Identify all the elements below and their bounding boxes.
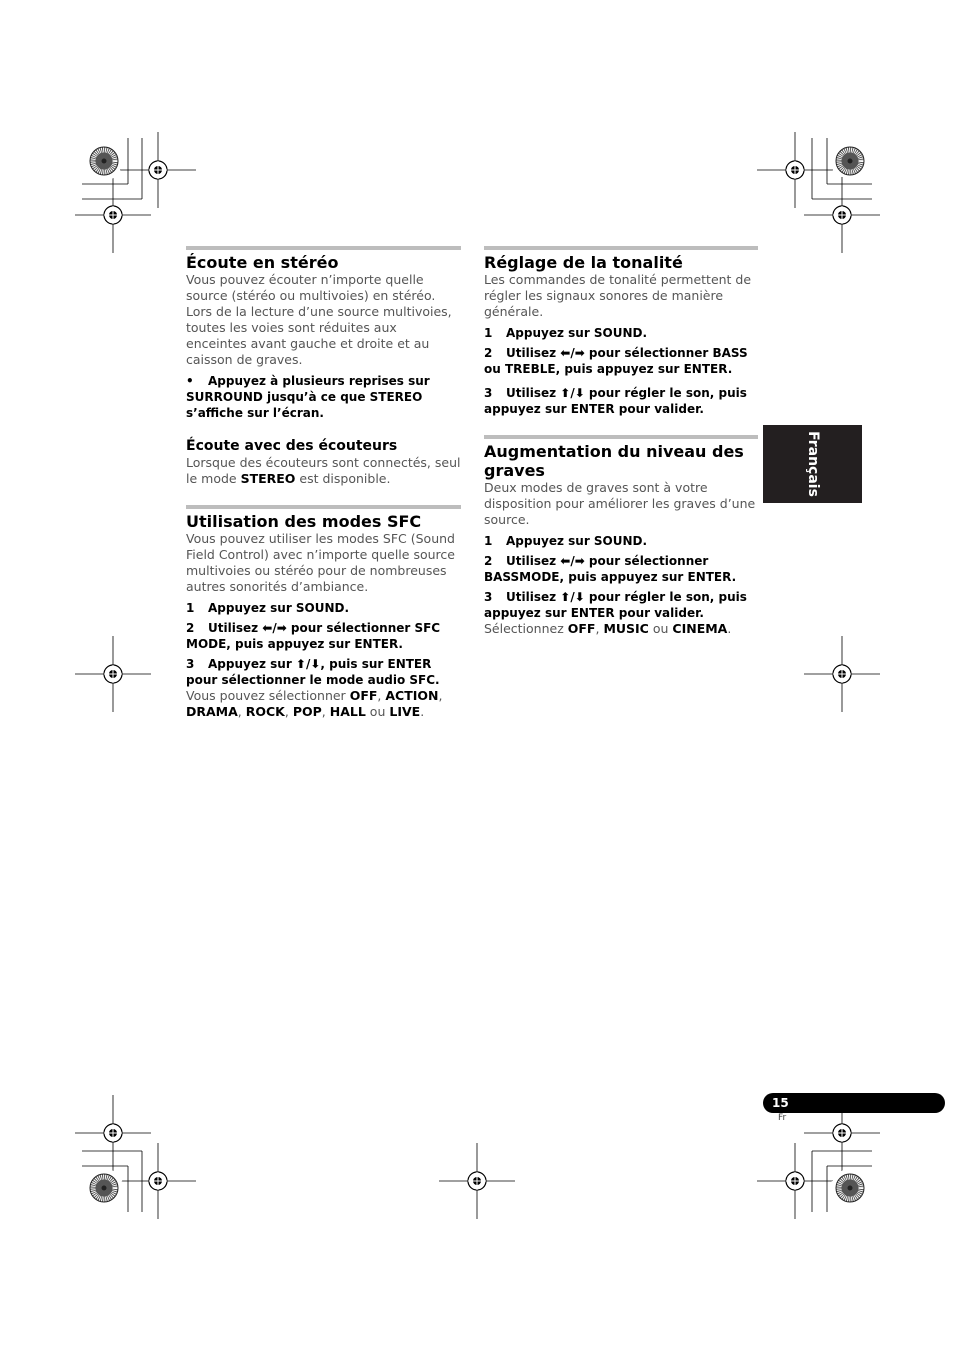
section-body: Vous pouvez utiliser les modes SFC (Sound Field Control) avec n’importe quelle source multivoies ou stéréo pour de nombreuses autres sonorités d’ambiance. [186, 531, 455, 594]
section-body: Vous pouvez écouter n’importe quelle source (stéréo ou multivoies) en stéréo. Lors de la lecture d’une source multivoies, toutes les voies sont réduites aux enceintes avant gauche et droite et au caisson de graves. [186, 272, 452, 367]
section-rule [484, 246, 758, 250]
section-title-stereo: Écoute en stéréo [186, 253, 339, 272]
page-language-code: Fr [778, 1113, 787, 1123]
registration-mark-icon [804, 177, 880, 253]
registration-mark-icon [75, 177, 151, 253]
bullet-item: • Appuyez à plusieurs reprises sur SURROUND jusqu’à ce que STEREO s’affiche sur l’écran. [186, 374, 430, 420]
step-item: 2 Utilisez ⬅/➡ pour sélectionner BASSMODE, puis appuyez sur ENTER. [484, 554, 737, 584]
section-title-tone: Réglage de la tonalité [484, 253, 683, 272]
page-number: 15 [772, 1096, 789, 1110]
bass-mode-options: Sélectionnez OFF, MUSIC ou CINEMA. [484, 621, 732, 636]
step-item: 1 Appuyez sur SOUND. [484, 326, 648, 340]
registration-mark-icon [757, 1143, 833, 1219]
registration-mark-icon [75, 636, 151, 712]
section-body: Lorsque des écouteurs sont connectés, seul le mode STEREO est disponible. [186, 455, 461, 486]
section-title-headphones: Écoute avec des écouteurs [186, 438, 398, 454]
section-title-bass: Augmentation du niveau des graves [484, 442, 744, 480]
registration-mark-icon [120, 132, 196, 208]
step-item: 2 Utilisez ⬅/➡ pour sélectionner BASS ou TREBLE, puis appuyez sur ENTER. [484, 346, 748, 376]
registration-mark-icon [75, 1095, 151, 1171]
sfc-mode-options: Vous pouvez sélectionner OFF, ACTION, DRAMA, ROCK, POP, HALL ou LIVE. [186, 688, 443, 719]
left-column [186, 246, 461, 720]
right-column [484, 246, 758, 637]
step-item: 1 Appuyez sur SOUND. [484, 534, 648, 548]
section-body: Deux modes de graves sont à votre disposition pour améliorer les graves d’une source. [484, 480, 756, 527]
section-rule [186, 505, 461, 509]
starburst-mark-icon [90, 147, 118, 175]
registration-mark-icon [757, 132, 833, 208]
step-item: 1 Appuyez sur SOUND. [186, 601, 350, 615]
starburst-mark-icon [836, 1174, 864, 1202]
registration-mark-icon [804, 636, 880, 712]
section-body: Les commandes de tonalité permettent de régler les signaux sonores de manière générale. [484, 272, 752, 319]
step-item: 3 Appuyez sur ⬆/⬇, puis sur ENTER pour sélectionner le mode audio SFC. [186, 657, 440, 687]
step-item: 2 Utilisez ⬅/➡ pour sélectionner SFC MODE, puis appuyez sur ENTER. [186, 621, 441, 651]
language-tab [763, 425, 862, 503]
starburst-mark-icon [836, 147, 864, 175]
registration-mark-icon [120, 1143, 196, 1219]
section-title-sfc: Utilisation des modes SFC [186, 512, 422, 531]
starburst-mark-icon [90, 1174, 118, 1202]
registration-mark-icon [439, 1143, 515, 1219]
section-rule [186, 246, 461, 250]
step-item: 3 Utilisez ⬆/⬇ pour régler le son, puis appuyez sur ENTER pour valider. [484, 386, 747, 416]
section-rule [484, 435, 758, 439]
page-number-pill [763, 1093, 945, 1113]
language-tab-label: Français [804, 431, 821, 497]
step-item: 3 Utilisez ⬆/⬇ pour régler le son, puis appuyez sur ENTER pour valider. [484, 590, 747, 620]
